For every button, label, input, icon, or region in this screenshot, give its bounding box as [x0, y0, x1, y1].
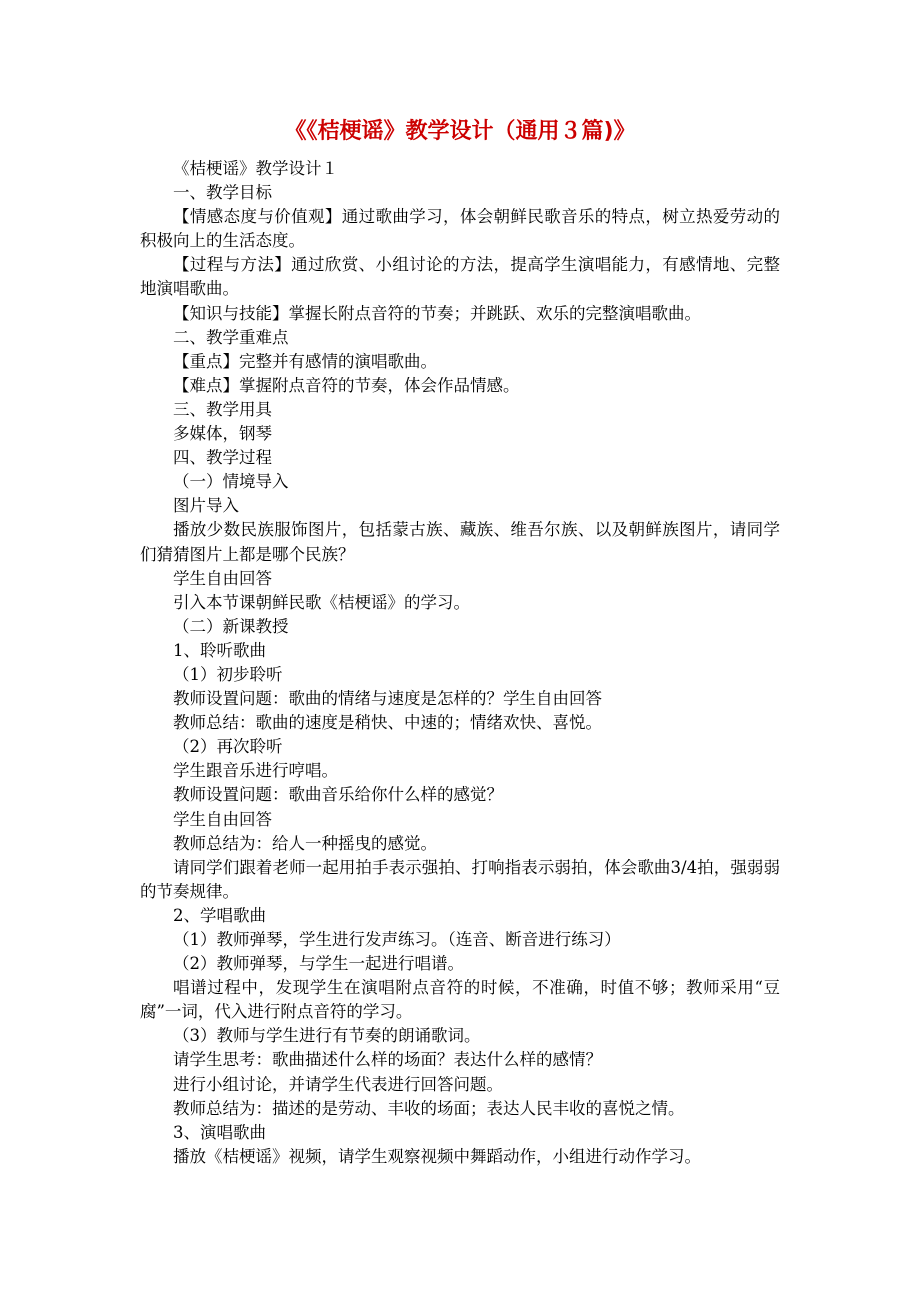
paragraph: 教师总结为：描述的是劳动、丰收的场面；表达人民丰收的喜悦之情。: [173, 1098, 685, 1118]
paragraph: 教师设置问题：歌曲的情绪与速度是怎样的？学生自由回答: [173, 689, 602, 709]
paragraph: 2、学唱歌曲: [173, 905, 266, 925]
paragraph: 二、教学重难点: [173, 327, 289, 347]
paragraph: 【过程与方法】通过欣赏、小组讨论的方法，提高学生演唱能力，有感情地、完整地演唱歌曲。: [140, 255, 780, 299]
paragraph: 唱谱过程中，发现学生在演唱附点音符的时候，不准确，时值不够；教师采用“豆腐”一词，代入进行附点音符的学习。: [140, 978, 780, 1022]
paragraph: 播放少数民族服饰图片，包括蒙古族、藏族、维吾尔族、以及朝鲜族图片，请同学们猜猜图片上都是哪个民族？: [140, 520, 780, 564]
paragraph: （1）教师弹琴，学生进行发声练习。（连音、断音进行练习）: [173, 930, 621, 949]
paragraph: 1、聆听歌曲: [173, 640, 266, 660]
paragraph: 【知识与技能】掌握长附点音符的节奏；并跳跃、欢乐的完整演唱歌曲。: [173, 303, 701, 323]
paragraph: 请同学们跟着老师一起用拍手表示强拍、打响指表示弱拍，体会歌曲3/4拍，强弱弱的节奏规律。: [140, 857, 780, 901]
paragraph: （2）教师弹琴，与学生一起进行唱谱。: [173, 954, 464, 974]
paragraph: （一）情境导入: [173, 472, 289, 492]
paragraph: 【难点】掌握附点音符的节奏，体会作品情感。: [173, 375, 520, 395]
paragraph: 学生自由回答: [173, 568, 272, 588]
paragraph: 四、教学过程: [173, 448, 272, 468]
paragraph: 请学生思考：歌曲描述什么样的场面？表达什么样的感情？: [173, 1050, 602, 1070]
paragraph: （二）新课教授: [173, 616, 289, 636]
paragraph: （2）再次聆听: [173, 737, 283, 757]
paragraph: 多媒体，钢琴: [173, 424, 272, 444]
paragraph: 学生跟音乐进行哼唱。: [173, 761, 338, 781]
paragraph: 一、教学目标: [173, 183, 272, 203]
paragraph: （3）教师与学生进行有节奏的朗诵歌词。: [173, 1026, 481, 1046]
paragraph: 学生自由回答: [173, 809, 272, 829]
paragraph: 图片导入: [173, 496, 239, 516]
paragraph: 教师总结为：给人一种摇曳的感觉。: [173, 833, 437, 853]
paragraph: 播放《桔梗谣》视频，请学生观察视频中舞蹈动作，小组进行动作学习。: [173, 1146, 701, 1166]
paragraph: 【重点】完整并有感情的演唱歌曲。: [173, 351, 437, 371]
paragraph: 引入本节课朝鲜民歌《桔梗谣》的学习。: [173, 592, 470, 612]
paragraph: 3、演唱歌曲: [173, 1122, 266, 1142]
paragraph: 教师总结：歌曲的速度是稍快、中速的；情绪欢快、喜悦。: [173, 713, 602, 733]
paragraph: 进行小组讨论，并请学生代表进行回答问题。: [173, 1074, 503, 1094]
paragraph: （1）初步聆听: [173, 664, 283, 684]
paragraph: 《桔梗谣》教学设计１: [173, 159, 338, 178]
document-body: [140, 157, 780, 1169]
paragraph: 三、教学用具: [173, 399, 272, 419]
paragraph: 【情感态度与价值观】通过歌曲学习，体会朝鲜民歌音乐的特点，树立热爱劳动的积极向上的生活态度。: [140, 207, 780, 251]
document-title: 《《桔梗谣》教学设计（通用３篇)》: [284, 119, 636, 144]
paragraph: 教师设置问题：歌曲音乐给你什么样的感觉？: [173, 785, 503, 805]
